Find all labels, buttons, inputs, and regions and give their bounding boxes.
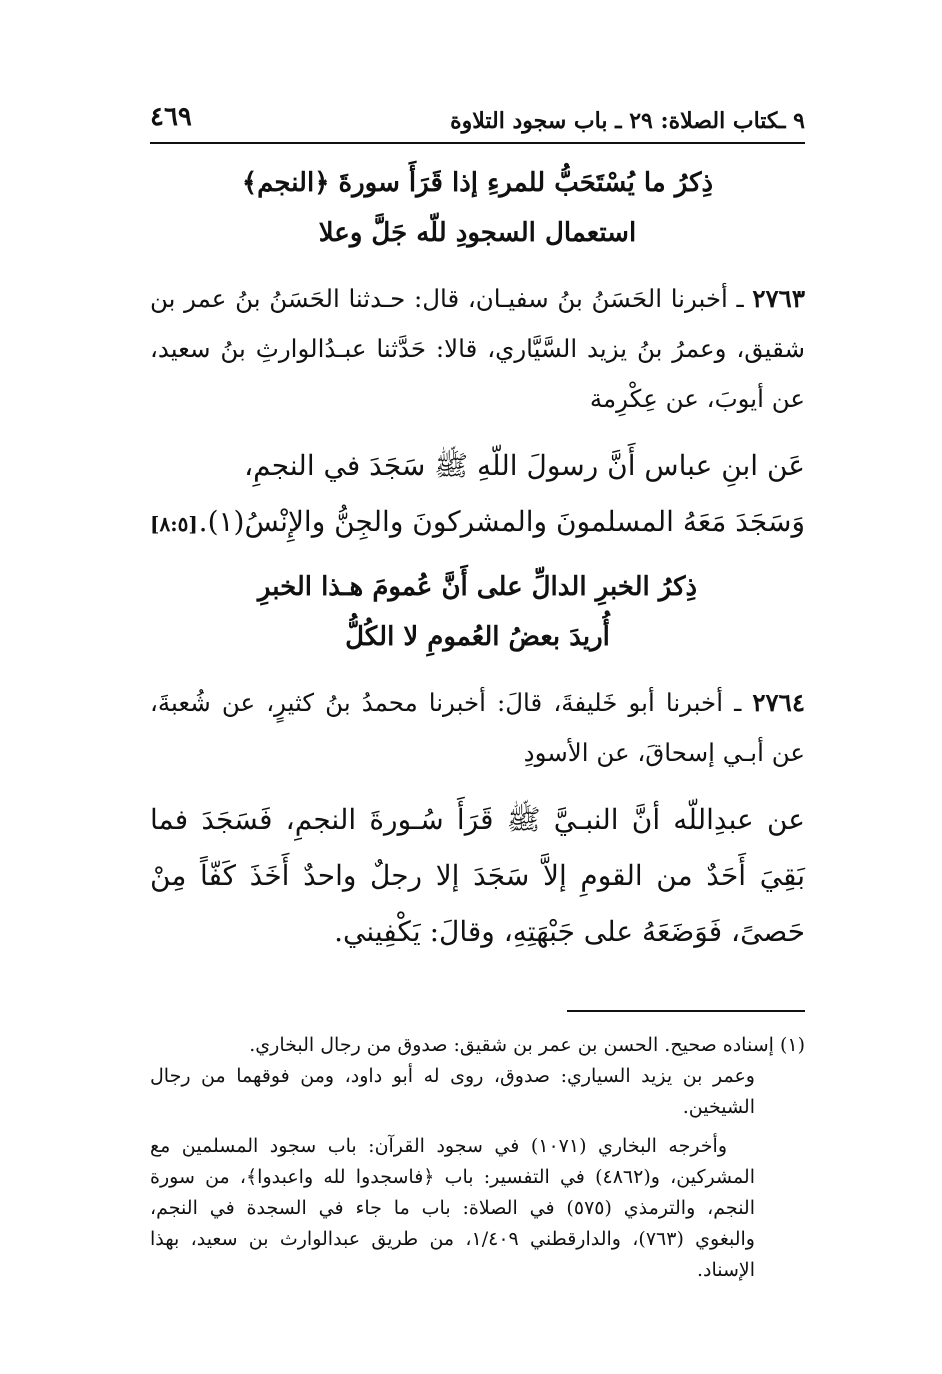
hadith-2763-isnad xyxy=(150,274,805,424)
hadith-2764-matn: عن عبدِاللّه أنَّ النبـيَّ ﷺ قَرَأَ سُـورةَ النجمِ، فَسَجَدَ فما بَقِيَ أَحَدٌ من القومِ إلاَّ سَجَدَ إلا رجلٌ واحدٌ أَخَذَ كَفّاً مِنْ حَصىً، فَوَضَعَهُ على جَبْهَتِهِ، وقالَ: يَكْفِيني. xyxy=(150,803,805,948)
section-heading-2-line-2: أُريدَ بعضُ العُمومِ لا الكُلُّ xyxy=(345,622,610,652)
hadith-2763-matn xyxy=(150,438,805,552)
section-heading-2 xyxy=(150,562,805,662)
hadith-2763-matn-text-2: وَسَجَدَ مَعَهُ المسلمونَ والمشركونَ والجِنُّ والإِنْسُ(١). xyxy=(198,505,805,538)
hadith-number-2764: ٢٧٦٤ xyxy=(752,688,805,717)
hadith-2763-matn-line-2 xyxy=(150,494,805,552)
footnotes xyxy=(150,1030,805,1286)
book-page xyxy=(150,88,805,1286)
hadith-number-2763: ٢٧٦٣ xyxy=(752,284,805,313)
hadith-2764-isnad xyxy=(150,678,805,778)
section-heading-1-line-1: ذِكرُ ما يُسْتَحَبُّ للمرءِ إذا قَرَأَ سورةَ ﴿النجم﴾ xyxy=(241,168,714,198)
footnote-divider xyxy=(567,1010,805,1012)
hadith-2763-reference: [٨:٥] xyxy=(150,512,198,536)
footnote-1-line-1: (١) إسناده صحيح. الحسن بن عمر بن شقيق: صدوق من رجال البخاري. xyxy=(249,1034,805,1056)
running-header xyxy=(150,88,805,144)
hadith-2764-isnad-text: ـ أخبرنا أبو خَليفةَ، قالَ: أخبرنا محمدُ بنُ كثيرٍ، عن شُعبةَ، عن أبـي إسحاقَ، عن الأسودِ xyxy=(150,688,805,767)
section-heading-1-line-2: استعمال السجودِ للّه جَلَّ وعلا xyxy=(318,218,637,248)
footnote-1-paragraph-2: وأخرجه البخاري (١٠٧١) في سجود القرآن: باب سجود المسلمين مع المشركين، و(٤٨٦٢) في التفسير: باب ﴿فاسجدوا لله واعبدوا﴾، من سورة النجم، والترمذي (٥٧٥) في الصلاة: باب ما جاء في السجدة في النجم، والبغوي (٧٦٣)، والدارقطني ١/٤٠٩، من طريق عبدالوارث بن سعيد، بهذا الإسناد. xyxy=(150,1135,755,1281)
section-heading-2-line-1: ذِكرُ الخبرِ الدالِّ على أَنَّ عُمومَ هـذا الخبرِ xyxy=(257,572,698,602)
section-heading-1 xyxy=(150,158,805,258)
running-title: ٩ ـكتاب الصلاة: ٢٩ ـ باب سجود التلاوة xyxy=(450,108,805,134)
page-number: ٤٦٩ xyxy=(150,102,192,132)
hadith-2763-matn-line-1: عَن ابنِ عباس أَنَّ رسولَ اللّهِ ﷺ سَجَدَ في النجمِ، xyxy=(244,449,805,482)
footnote-1-line-2: وعمر بن يزيد السياري: صدوق، روى له أبو داود، ومن فوقهما من رجال الشيخين. xyxy=(150,1065,755,1118)
hadith-2763-isnad-text: ـ أخبرنا الحَسَنُ بنُ سفيـان، قال: حـدثنا الحَسَنُ بنُ عمر بن شقيق، وعمرُ بنُ يزيد السَّيَّاري، قالا: حَدَّثنا عبـدُالوارثِ بنُ سعيد، عن أيوبَ، عن عِكْرِمة xyxy=(150,284,805,413)
